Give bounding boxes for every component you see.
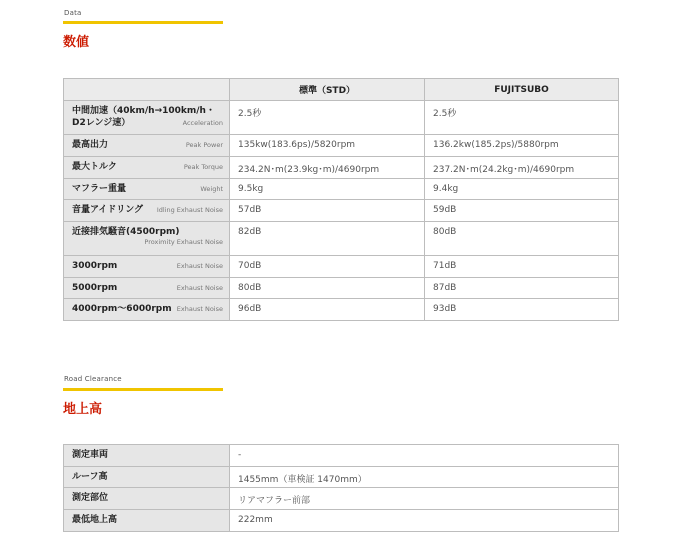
std-value: 57dB	[230, 200, 425, 222]
clearance-value: 222mm	[230, 510, 619, 532]
fujitsubo-value: 2.5秒	[425, 101, 619, 135]
header-empty-cell	[64, 79, 230, 101]
row-label-en: Weight	[200, 185, 223, 193]
performance-table	[63, 78, 619, 321]
data-section-label: Data	[64, 9, 82, 17]
clearance-value: -	[230, 445, 619, 467]
row-label-acceleration	[64, 101, 230, 135]
table-row	[64, 278, 619, 299]
std-value: 2.5秒	[230, 101, 425, 135]
row-label-en: Exhaust Noise	[176, 305, 223, 313]
row-label-ja: マフラー重量	[72, 184, 127, 194]
row-label-en: Idling Exhaust Noise	[156, 206, 223, 214]
std-value: 70dB	[230, 256, 425, 278]
clearance-section-label: Road Clearance	[64, 375, 122, 383]
table-row	[64, 488, 619, 510]
row-label-en: Peak Torque	[183, 163, 223, 171]
header-std: 標準（STD）	[230, 79, 425, 101]
data-section-title: 数値	[63, 35, 90, 50]
data-section-rule	[63, 21, 223, 24]
std-value: 96dB	[230, 299, 425, 321]
std-value: 135kw(183.6ps)/5820rpm	[230, 135, 425, 157]
row-label-ja: 5000rpm	[72, 283, 118, 293]
table-row	[64, 157, 619, 179]
fujitsubo-value: 87dB	[425, 278, 619, 299]
table-row	[64, 510, 619, 532]
table-row	[64, 467, 619, 488]
row-label-ja: 4000rpm〜6000rpm	[72, 304, 172, 314]
fujitsubo-value: 93dB	[425, 299, 619, 321]
row-label-ja: 近接排気騒音(4500rpm)	[72, 227, 180, 237]
table-row	[64, 299, 619, 321]
row-label-ja: 最低地上高	[72, 515, 118, 525]
row-label-ja: 音量アイドリング	[72, 205, 144, 215]
row-label-ja: ルーフ高	[72, 472, 108, 482]
row-label-ja: 中間加速（40km/h→100km/h・	[72, 106, 215, 116]
clearance-value: リアマフラー前部	[230, 488, 619, 510]
fujitsubo-value: 136.2kw(185.2ps)/5880rpm	[425, 135, 619, 157]
std-value: 82dB	[230, 222, 425, 256]
row-label-en: Proximity Exhaust Noise	[144, 238, 223, 246]
row-label-ja: 最高出力	[72, 140, 109, 150]
clearance-table	[63, 444, 619, 532]
row-label-ja: 測定車両	[72, 450, 109, 460]
table-row	[64, 179, 619, 200]
row-label-en: Exhaust Noise	[176, 284, 223, 292]
table-row	[64, 256, 619, 278]
row-label-ja: 最大トルク	[72, 162, 117, 172]
std-value: 9.5kg	[230, 179, 425, 200]
table-row	[64, 135, 619, 157]
row-label-ja-line2: D2レンジ速）	[72, 118, 131, 128]
table-row	[64, 101, 619, 135]
fujitsubo-value: 9.4kg	[425, 179, 619, 200]
row-label-ja: 測定部位	[72, 493, 109, 503]
table-header-row	[64, 79, 619, 101]
row-label-ja: 3000rpm	[72, 261, 118, 271]
fujitsubo-value: 80dB	[425, 222, 619, 256]
fujitsubo-value: 237.2N･m(24.2kg･m)/4690rpm	[425, 157, 619, 179]
clearance-section-rule	[63, 388, 223, 391]
table-row	[64, 200, 619, 222]
header-fujitsubo: FUJITSUBO	[425, 79, 619, 101]
clearance-value: 1455mm（車検証 1470mm）	[230, 467, 619, 488]
std-value: 234.2N･m(23.9kg･m)/4690rpm	[230, 157, 425, 179]
fujitsubo-value: 59dB	[425, 200, 619, 222]
table-row	[64, 445, 619, 467]
fujitsubo-value: 71dB	[425, 256, 619, 278]
clearance-section-title: 地上高	[63, 402, 103, 417]
std-value: 80dB	[230, 278, 425, 299]
row-label-en: Acceleration	[182, 119, 223, 127]
row-label-en: Exhaust Noise	[176, 262, 223, 270]
table-row	[64, 222, 619, 256]
row-label-en: Peak Power	[185, 141, 223, 149]
